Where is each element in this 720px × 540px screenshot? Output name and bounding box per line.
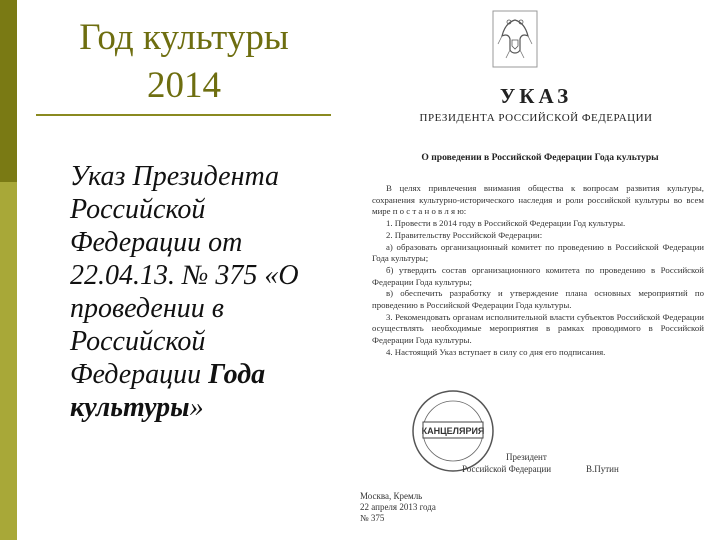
olive-bar-top	[0, 0, 17, 182]
decree-text	[372, 183, 704, 359]
decree-place-date	[360, 491, 436, 524]
decree-heading: УКАЗ	[499, 84, 573, 108]
chancellery-stamp-icon	[410, 388, 496, 474]
decree-paragraph: 1. Провести в 2014 году в Российской Федерации Год культуры.	[386, 218, 626, 229]
decree-number: № 375	[360, 513, 385, 523]
decree-paragraph: б) утвердить состав организационного комитета по проведению в Российской Федерации Года культуры;	[372, 264, 704, 287]
coat-of-arms-icon	[492, 10, 538, 68]
decree-place: Москва, Кремль	[360, 491, 423, 501]
decree-date: 22 апреля 2013 года	[360, 502, 436, 512]
decree-subject: О проведении в Российской Федерации Года культуры	[421, 152, 659, 163]
decree-issuer: ПРЕЗИДЕНТА РОССИЙСКОЙ ФЕДЕРАЦИИ	[419, 112, 653, 124]
olive-bar-bottom	[0, 182, 17, 540]
signature-position-2: Российской Федерации	[462, 464, 552, 474]
signature-name: В.Путин	[586, 464, 619, 474]
decree-document-scan	[352, 0, 720, 540]
decree-paragraph: в) обеспечить разработку и утверждение плана основных мероприятий по проведению в Российской Федерации Года культуры.	[372, 288, 704, 311]
slide-title-line1: Год культуры	[79, 17, 289, 58]
decree-paragraph: 2. Правительству Российской Федерации:	[386, 229, 543, 240]
decree-paragraph: 4. Настоящий Указ вступает в силу со дня его подписания.	[386, 346, 606, 357]
stamp-label: КАНЦЕЛЯРИЯ	[421, 426, 485, 436]
signature-position-1: Президент	[506, 452, 547, 462]
body-bold: Года культуры	[70, 359, 266, 423]
decree-paragraph: 3. Рекомендовать органам исполнительной власти субъектов Российской Федерации осуществлять необходимые мероприятия в рамках проводимого в Российской Федерации Года культуры.	[372, 311, 704, 346]
slide-title	[34, 14, 334, 110]
body-intro: Указ Президента Российской Федерации от 22.04.13. № 375 «О проведении в Российской Федерации	[70, 161, 299, 390]
slide-title-line2: 2014	[147, 65, 221, 106]
decree-paragraph: В целях привлечения внимания общества к вопросам развития культуры, сохранения культурно-исторического наследия и роли российской культуры во всем мире п о с т а н о в л я ю:	[372, 183, 704, 217]
slide-body-text	[70, 160, 325, 424]
decree-paragraph: а) образовать организационный комитет по проведению в Российской Федерации Года культуры;	[372, 241, 704, 264]
title-divider	[36, 114, 331, 116]
body-end: »	[189, 392, 204, 423]
